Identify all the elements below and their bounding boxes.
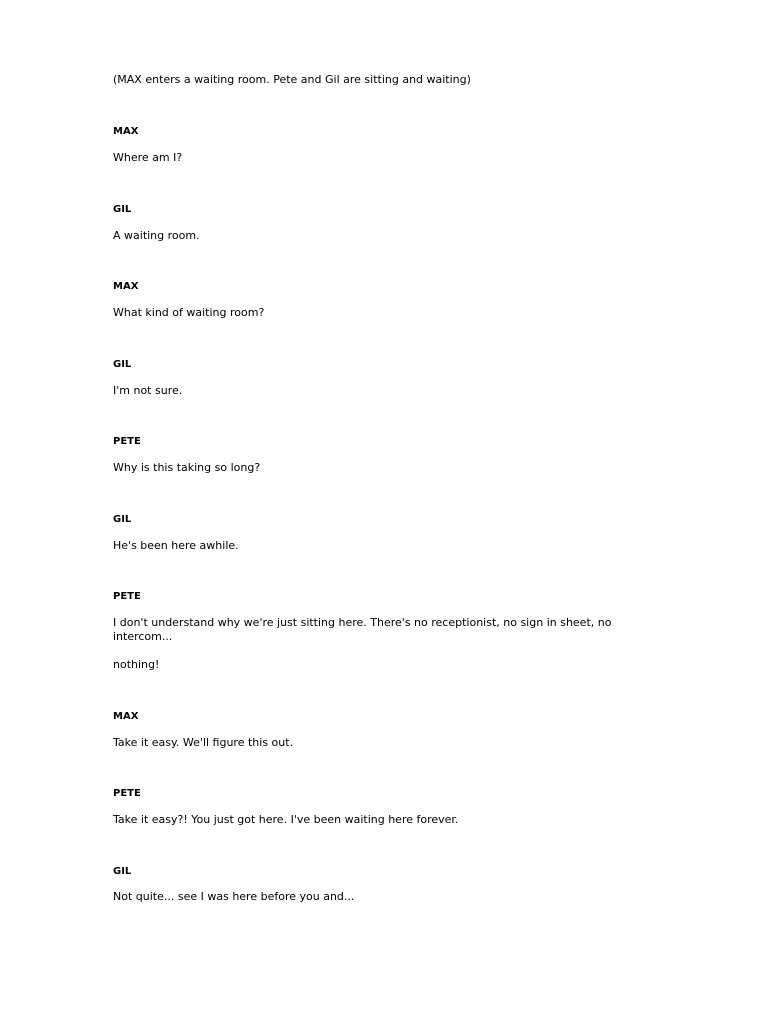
dialogue-line-continuation: nothing! [113,658,160,671]
dialogue-line: Not quite... see I was here before you and... [113,890,355,903]
speaker-name: PETE [113,591,141,602]
dialogue-line: I'm not sure. [113,384,183,397]
speaker-name: GIL [113,866,132,877]
speaker-name: GIL [113,359,132,370]
dialogue-line: Take it easy. We'll figure this out. [113,736,294,749]
stage-direction: (MAX enters a waiting room. Pete and Gil are sitting and waiting) [113,73,471,86]
speaker-name: PETE [113,788,141,799]
dialogue-line: He's been here awhile. [113,539,239,552]
dialogue-line: Why is this taking so long? [113,461,261,474]
speaker-name: PETE [113,436,141,447]
speaker-name: MAX [113,711,139,722]
dialogue-line: A waiting room. [113,229,200,242]
dialogue-line: What kind of waiting room? [113,306,265,319]
dialogue-line: Take it easy?! You just got here. I've been waiting here forever. [113,813,459,826]
dialogue-line: Where am I? [113,151,183,164]
speaker-name: GIL [113,514,132,525]
speaker-name: GIL [113,204,132,215]
speaker-name: MAX [113,281,139,292]
speaker-name: MAX [113,126,139,137]
dialogue-line: I don't understand why we're just sitting here. There's no receptionist, no sign in sheet, no intercom... [113,616,612,643]
